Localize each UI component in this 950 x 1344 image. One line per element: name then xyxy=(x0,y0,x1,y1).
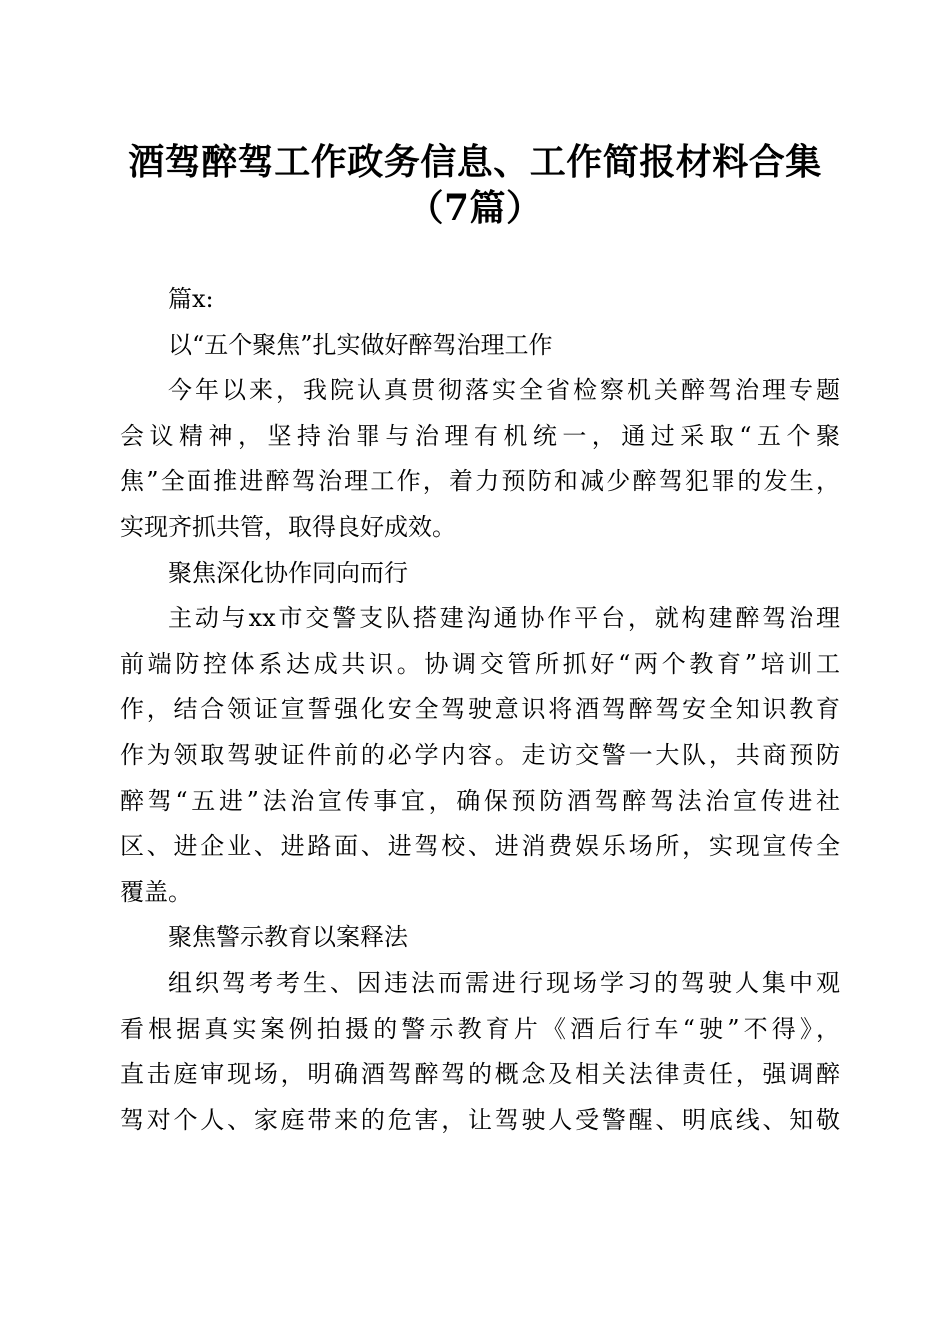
subheading: 聚焦深化协作同向而行 xyxy=(168,558,408,587)
paragraph-line: 实现齐抓共管，取得良好成效。 xyxy=(120,512,456,541)
paragraph-line: 醉驾“五进”法治宣传事宜，确保预防酒驾醉驾法治宣传进社 xyxy=(120,786,840,815)
paragraph-line: 作为领取驾驶证件前的必学内容。走访交警一大队，共商预防 xyxy=(120,740,840,769)
paragraph-line: 直击庭审现场，明确酒驾醉驾的概念及相关法律责任，强调醉 xyxy=(120,1060,840,1089)
paragraph-line: 覆盖。 xyxy=(120,877,192,906)
paragraph-line: 看根据真实案例拍摄的警示教育片《酒后行车“驶”不得》， xyxy=(120,1014,840,1043)
subheading: 聚焦警示教育以案释法 xyxy=(168,923,408,952)
document-title: 酒驾醉驾工作政务信息、工作简报材料合集 xyxy=(128,141,822,183)
article-heading: 以“五个聚焦”扎实做好醉驾治理工作 xyxy=(168,330,553,359)
paragraph-line: 驾对个人、家庭带来的危害，让驾驶人受警醒、明底线、知敬 xyxy=(120,1105,840,1134)
paragraph-line: 组织驾考考生、因违法而需进行现场学习的驾驶人集中观 xyxy=(168,968,840,997)
section-label: 篇x: xyxy=(168,285,214,313)
document-title-count: （7篇） xyxy=(407,187,543,229)
paragraph-line: 作，结合领证宣誓强化安全驾驶意识将酒驾醉驾安全知识教育 xyxy=(120,695,840,724)
paragraph-line: 主动与xx市交警支队搭建沟通协作平台，就构建醉驾治理 xyxy=(168,604,840,633)
paragraph-line: 今年以来，我院认真贯彻落实全省检察机关醉驾治理专题 xyxy=(168,376,840,405)
document-body xyxy=(120,277,840,1143)
paragraph-line: 区、进企业、进路面、进驾校、进消费娱乐场所，实现宣传全 xyxy=(120,832,840,861)
paragraph-line: 会议精神，坚持治罪与治理有机统一，通过采取“五个聚 xyxy=(120,421,840,450)
paragraph-line: 焦”全面推进醉驾治理工作，着力预防和减少醉驾犯罪的发生， xyxy=(120,467,840,496)
paragraph-line: 前端防控体系达成共识。协调交管所抓好“两个教育”培训工 xyxy=(120,649,840,678)
